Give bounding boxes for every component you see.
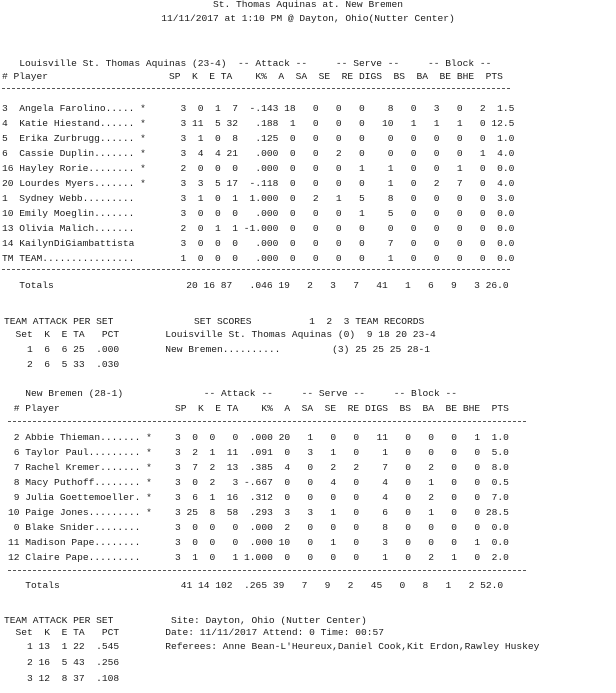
team1-player-row: 1 Sydney Webb......... 3 1 0 1 1.000 0 2 1 5 8 0 0 0 0 3.0	[2, 193, 515, 204]
footer-referees-line: 1 13 1 22 .545 Referees: Anne Bean-L'Heureux,Daniel Cook,Kit Erdon,Rawley Huskey	[4, 641, 540, 652]
game-title: St. Thomas Aquinas at. New Bremen	[213, 0, 403, 10]
team2-player-row: 2 Abbie Thieman....... * 3 0 0 0 .000 20 1 0 0 11 0 0 0 1 1.0	[8, 432, 509, 443]
game-date-venue: 11/11/2017 at 1:10 PM @ Dayton, Ohio(Nutter Center)	[161, 13, 455, 24]
team2-player-row: 7 Rachel Kremer....... * 3 7 2 13 .385 4 0 2 2 7 0 2 0 0 8.0	[8, 462, 509, 473]
team2-player-row: 8 Macy Puthoff........ * 3 0 2 3 -.667 0 0 4 0 4 0 1 0 0 0.5	[8, 477, 509, 488]
team1-player-row: 3 Angela Farolino..... * 3 0 1 7 -.143 18 0 0 0 8 0 3 0 2 1.5	[2, 103, 515, 114]
team2-header-rule	[8, 421, 526, 422]
team1-player-row: 13 Olivia Malich....... 2 0 1 1 -1.000 0 0 0 0 0 0 0 0 0 0.0	[2, 223, 515, 234]
team1-totals-rule	[2, 269, 510, 270]
footer-date-line: Set K E TA PCT Date: 11/11/2017 Attend: 0 Time: 00:57	[4, 627, 384, 638]
team2-section-header: New Bremen (28-1) -- Attack -- -- Serve -- -- Block --	[8, 388, 458, 399]
team2-player-row: 9 Julia Goettemoeller. * 3 6 1 16 .312 0 0 0 0 4 0 2 0 0 7.0	[8, 492, 509, 503]
team1-player-row: 4 Katie Hiestand...... * 3 11 5 32 .188 1 0 0 0 10 1 1 1 0 12.5	[2, 118, 515, 129]
team1-player-row: 10 Emily Moeglin....... 3 0 0 0 .000 0 0 0 1 5 0 0 0 0 0.0	[2, 208, 515, 219]
team1-player-row: 6 Cassie Duplin....... * 3 4 4 21 .000 0 0 2 0 0 0 0 0 1 4.0	[2, 148, 515, 159]
team2-player-row: 0 Blake Snider........ 3 0 0 0 .000 2 0 0 0 8 0 0 0 0 0.0	[8, 522, 509, 533]
team2-player-row: 12 Claire Pape......... 3 1 0 1 1.000 0 0 0 0 1 0 2 1 0 2.0	[8, 552, 509, 563]
team2-column-header: # Player SP K E TA K% A SA SE RE DIGS BS BA BE BHE PTS	[8, 403, 509, 414]
team-attack-set-row: 2 6 5 33 .030	[4, 359, 120, 370]
team2-player-row: 11 Madison Pape........ 3 0 0 0 .000 10 0 1 0 3 0 0 0 1 0.0	[8, 537, 509, 548]
team1-player-row: 16 Hayley Rorie........ * 2 0 0 0 .000 0 0 0 1 1 0 0 1 0 0.0	[2, 163, 515, 174]
team1-header-rule	[2, 88, 510, 89]
footer-site-line: TEAM ATTACK PER SET Site: Dayton, Ohio (Nutter Center)	[4, 615, 367, 626]
team2-attack-set-row: 2 16 5 43 .256	[4, 657, 120, 668]
team1-totals-row: Totals 20 16 87 .046 19 2 3 7 41 1 6 9 3 26.0	[2, 280, 509, 291]
team2-player-row: 6 Taylor Paul......... * 3 2 1 11 .091 0 3 1 0 1 0 0 0 0 5.0	[8, 447, 509, 458]
team1-player-row: 20 Lourdes Myers....... * 3 3 5 17 -.118 0 0 0 0 1 0 2 7 0 4.0	[2, 178, 515, 189]
team2-attack-set-row: 3 12 8 37 .108	[4, 673, 120, 684]
team1-column-header: # Player SP K E TA K% A SA SE RE DIGS BS BA BE BHE PTS	[2, 71, 503, 82]
set-scores-header: TEAM ATTACK PER SET SET SCORES 1 2 3 TEAM RECORDS	[4, 316, 425, 327]
team1-player-row: 5 Erika Zurbrugg...... * 3 1 0 8 .125 0 0 0 0 0 0 0 0 0 1.0	[2, 133, 515, 144]
set-scores-row: 1 6 6 25 .000 New Bremen.......... (3) 25 25 25 28-1	[4, 344, 431, 355]
team1-team-row: TM TEAM................ 1 0 0 0 .000 0 0 0 0 1 0 0 0 0 0.0	[2, 253, 515, 264]
team1-section-header: Louisville St. Thomas Aquinas (23-4) -- Attack -- -- Serve -- -- Block --	[2, 58, 492, 69]
team1-player-row: 14 KailynDiGiambattista 3 0 0 0 .000 0 0 0 0 7 0 0 0 0 0.0	[2, 238, 515, 249]
team2-totals-row: Totals 41 14 102 .265 39 7 9 2 45 0 8 1 2 52.0	[8, 580, 504, 591]
set-scores-row: Set K E TA PCT Louisville St. Thomas Aquinas (0) 9 18 20 23-4	[4, 329, 436, 340]
team2-player-row: 10 Paige Jones......... * 3 25 8 58 .293 3 3 1 0 6 0 1 0 0 28.5	[8, 507, 509, 518]
team2-totals-rule	[8, 570, 526, 571]
